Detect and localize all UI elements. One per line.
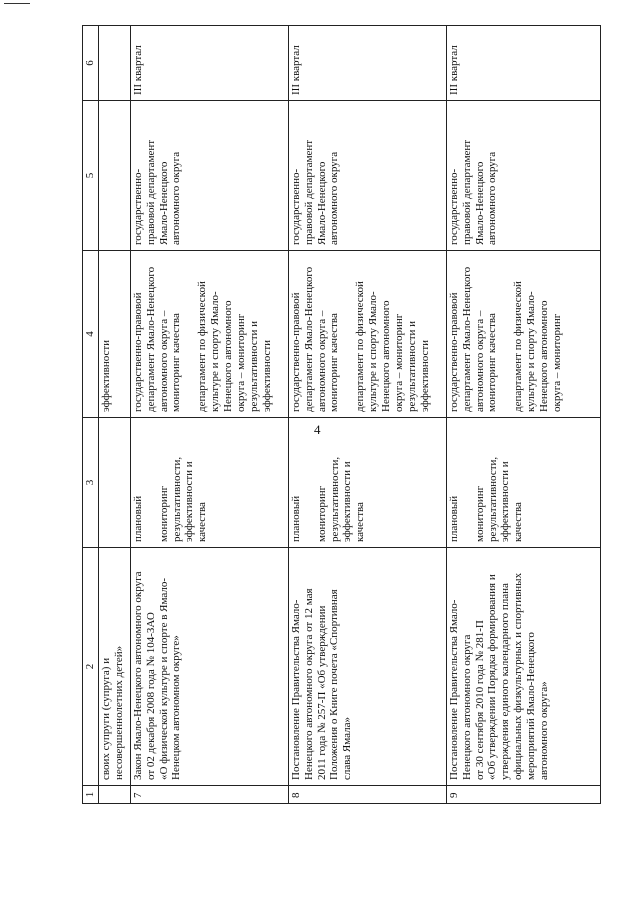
table-row xyxy=(288,26,446,804)
cell-line: мониторинг xyxy=(473,485,486,542)
responsible-bodies-cell xyxy=(98,251,130,418)
header-cell: 6 xyxy=(83,26,99,101)
header-cell: 1 xyxy=(83,786,99,804)
row-number-cell: 9 xyxy=(446,786,600,804)
cell-line: культуре и спорту Ямало- xyxy=(209,291,222,412)
monitoring-type-cell xyxy=(446,418,600,548)
cell-line: государственно- xyxy=(447,168,460,245)
cell-line: округа – мониторинг xyxy=(392,313,405,412)
cell-line: от 02 декабря 2008 года № 104-ЗАО xyxy=(144,612,157,780)
table-row xyxy=(130,26,288,804)
cell-line: утверждения единого календарного плана xyxy=(499,583,512,780)
cell-line: автономного округа – xyxy=(157,310,170,412)
deadline-cell xyxy=(98,26,130,101)
cell-line: несовершеннолетних детей» xyxy=(112,645,125,780)
coordinator-cell xyxy=(98,101,130,251)
cell-line: автономного округа – xyxy=(473,310,486,412)
cell-line xyxy=(303,422,316,542)
cell-line: своих супруги (супруга) и xyxy=(99,657,112,780)
cell-line: результативности и xyxy=(405,320,418,412)
cell-line: результативности, xyxy=(328,456,341,542)
cell-line: государственно-правовой xyxy=(131,292,144,412)
cell-line: департамент Ямало-Ненецкого xyxy=(302,266,315,412)
header-cell: 2 xyxy=(83,548,99,786)
legal-act-cell xyxy=(446,548,600,786)
cell-line: слава Ямала» xyxy=(341,716,354,780)
responsible-bodies-cell xyxy=(288,251,446,418)
cell-line: эффективности и xyxy=(341,461,354,542)
cell-line: культуре и спорту Ямало- xyxy=(367,291,380,412)
page-number: 4 xyxy=(314,422,321,437)
legal-act-cell xyxy=(130,548,288,786)
header-cell: 4 xyxy=(83,251,99,418)
legal-act-cell xyxy=(288,548,446,786)
cell-line: государственно- xyxy=(289,168,302,245)
cell-line: 2011 года № 257-П «Об утверждении xyxy=(315,605,328,780)
cell-line: департамент по физической xyxy=(196,281,209,412)
cell-line: качества xyxy=(354,502,367,542)
cell-line: «О физической культуре и спорте в Ямало- xyxy=(157,577,170,780)
row-number-cell: 7 xyxy=(130,786,288,804)
header-cell: 3 xyxy=(83,418,99,548)
cell-line xyxy=(461,422,474,542)
cell-line: мониторинг качества xyxy=(170,313,183,412)
cell-line: мероприятий Ямало-Ненецкого xyxy=(525,632,538,780)
cell-line: Ненецкого автономного xyxy=(538,300,551,412)
cell-line: плановый xyxy=(131,495,144,542)
cell-line: округа – мониторинг xyxy=(550,313,563,412)
cell-line: Ненецкого автономного округа xyxy=(460,634,473,780)
cell-line: Ямало-Ненецкого xyxy=(315,161,328,245)
cell-line: автономного округа xyxy=(328,151,341,245)
cell-line: культуре и спорту Ямало- xyxy=(525,291,538,412)
deadline-cell: III квартал xyxy=(130,26,288,101)
cell-line: качества xyxy=(196,502,209,542)
cell-line: правовой департамент xyxy=(460,139,473,245)
cell-line: государственно- xyxy=(131,168,144,245)
cell-line: Постановление Правительства Ямало- xyxy=(447,599,460,780)
cell-line: Положения о Книге почета «Спортивная xyxy=(328,589,341,780)
cell-line: официальных физкультурных и спортивных xyxy=(512,572,525,780)
cell-line: мониторинг xyxy=(315,485,328,542)
cell-line: департамент по физической xyxy=(354,281,367,412)
monitoring-plan-table xyxy=(82,25,601,804)
block-gap xyxy=(341,255,354,412)
cell-line: «Об утверждении Порядка формирования и xyxy=(486,574,499,780)
responsible-bodies-cell xyxy=(446,251,600,418)
top-left-rule xyxy=(4,3,30,4)
cell-line: департамент по физической xyxy=(512,281,525,412)
cell-line: эффективности и xyxy=(499,461,512,542)
cell-line: эффективности xyxy=(418,339,431,412)
cell-line: от 30 сентября 2010 года № 281-П xyxy=(473,620,486,780)
table-row xyxy=(98,26,130,804)
cell-line: Ненецком автономном округе» xyxy=(170,635,183,780)
cell-line: эффективности и xyxy=(183,461,196,542)
cell-line: мониторинг xyxy=(157,485,170,542)
coordinator-cell xyxy=(288,101,446,251)
cell-line: эффективности xyxy=(260,339,273,412)
cell-line: государственно-правовой xyxy=(289,292,302,412)
cell-line: Ненецкого автономного xyxy=(222,300,235,412)
monitoring-type-cell xyxy=(130,418,288,548)
cell-line: Ненецкого автономного округа от 12 мая xyxy=(302,588,315,780)
cell-line: департамент Ямало-Ненецкого xyxy=(460,266,473,412)
coordinator-cell xyxy=(130,101,288,251)
row-number-cell: 8 xyxy=(288,786,446,804)
coordinator-cell xyxy=(446,101,600,251)
block-gap xyxy=(499,255,512,412)
monitoring-type-cell xyxy=(98,418,130,548)
table-body xyxy=(98,26,600,804)
cell-line: результативности и xyxy=(247,320,260,412)
cell-line: правовой департамент xyxy=(302,139,315,245)
cell-line: автономного округа» xyxy=(537,681,550,780)
cell-line: правовой департамент xyxy=(144,139,157,245)
cell-line: качества xyxy=(512,502,525,542)
cell-line: Ямало-Ненецкого xyxy=(473,161,486,245)
row-number-cell xyxy=(98,786,130,804)
rotated-table-wrapper xyxy=(82,26,632,804)
cell-line: Постановление Правительства Ямало- xyxy=(289,599,302,780)
cell-line: плановый xyxy=(447,495,460,542)
cell-line: эффективности xyxy=(99,339,112,412)
cell-line: государственно-правовой xyxy=(447,292,460,412)
monitoring-type-cell xyxy=(288,418,446,548)
cell-line: результативности, xyxy=(486,456,499,542)
table-row xyxy=(446,26,600,804)
header-cell: 5 xyxy=(83,101,99,251)
cell-line: автономного округа – xyxy=(315,310,328,412)
cell-line: Закон Ямало-Ненецкого автономного округа xyxy=(131,571,144,780)
legal-act-cell xyxy=(98,548,130,786)
block-gap xyxy=(183,255,196,412)
cell-line: результативности, xyxy=(170,456,183,542)
cell-line xyxy=(145,422,158,542)
cell-line: мониторинг качества xyxy=(328,313,341,412)
cell-line: мониторинг качества xyxy=(486,313,499,412)
deadline-cell: III квартал xyxy=(288,26,446,101)
cell-line: Ненецкого автономного xyxy=(380,300,393,412)
header-row xyxy=(83,26,99,804)
cell-line: округа – мониторинг xyxy=(234,313,247,412)
cell-line: автономного округа xyxy=(170,151,183,245)
deadline-cell: III квартал xyxy=(446,26,600,101)
cell-line: автономного округа xyxy=(486,151,499,245)
cell-line: плановый xyxy=(289,495,302,542)
responsible-bodies-cell xyxy=(130,251,288,418)
cell-line: Ямало-Ненецкого xyxy=(157,161,170,245)
cell-line: департамент Ямало-Ненецкого xyxy=(144,266,157,412)
